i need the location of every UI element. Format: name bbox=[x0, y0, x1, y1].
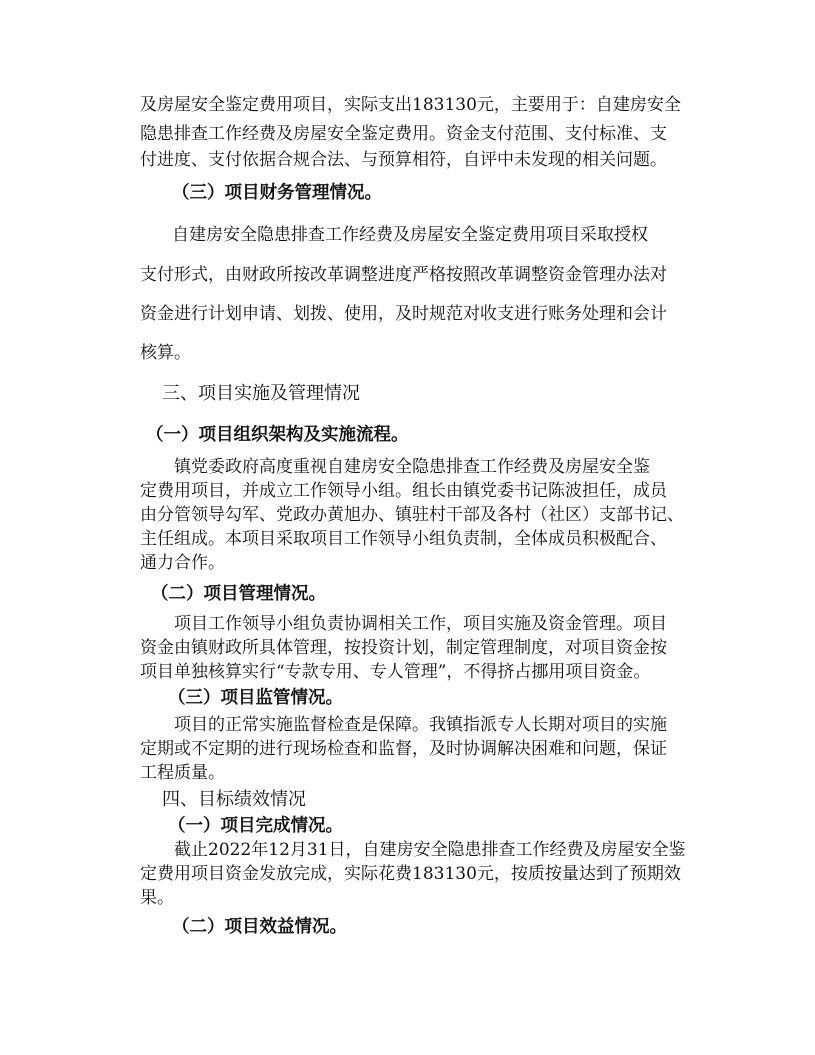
body-text-line: 及房屋安全鉴定费用项目，实际支出183130元，主要用于：自建房安全 bbox=[140, 95, 681, 115]
body-text-line: 定费用项目资金发放完成，实际花费183130元，按质按量达到了预期效 bbox=[140, 864, 681, 884]
body-text-line: 定费用项目，并成立工作领导小组。组长由镇党委书记陈波担任，成员 bbox=[140, 481, 667, 501]
section-heading: （三）项目财务管理情况。 bbox=[172, 183, 382, 203]
chapter-heading: 四、目标绩效情况 bbox=[162, 789, 306, 810]
body-text-line: 隐患排查工作经费及房屋安全鉴定费用。资金支付范围、支付标准、支 bbox=[140, 124, 667, 144]
section-heading: （二）项目效益情况。 bbox=[172, 917, 347, 937]
body-text-line: 主任组成。本项目采取项目工作领导小组负责制，全体成员积极配合、 bbox=[140, 529, 667, 549]
body-text-line: 截止2022年12月31日，自建房安全隐患排查工作经费及房屋安全鉴 bbox=[174, 840, 686, 860]
body-text-line: 自建房安全隐患排查工作经费及房屋安全鉴定费用项目采取授权 bbox=[172, 225, 648, 245]
body-text-line: 资金由镇财政所具体管理，按投资计划，制定管理制度，对项目资金按 bbox=[140, 638, 667, 658]
section-heading: （一）项目完成情况。 bbox=[168, 816, 343, 836]
body-text-line: 支付形式，由财政所按改革调整进度严格按照改革调整资金管理办法对 bbox=[140, 265, 667, 285]
body-text-line: 定期或不定期的进行现场检查和监督，及时协调解决困难和问题，保证 bbox=[140, 739, 667, 759]
body-text-line: 核算。 bbox=[140, 343, 191, 363]
section-heading: （一）项目组织架构及实施流程。 bbox=[146, 425, 409, 445]
body-text-line: 工程质量。 bbox=[140, 763, 225, 783]
body-text-line: 由分管领导勾军、党政办黄旭办、镇驻村干部及各村（社区）支部书记、 bbox=[140, 505, 684, 525]
body-text-line: 项目的正常实施监督检查是保障。我镇指派专人长期对项目的实施 bbox=[174, 715, 667, 735]
body-text-line: 镇党委政府高度重视自建房安全隐患排查工作经费及房屋安全鉴 bbox=[174, 457, 650, 477]
section-heading: （三）项目监管情况。 bbox=[168, 688, 343, 708]
body-text-line: 果。 bbox=[140, 888, 174, 908]
body-text-line: 资金进行计划申请、划拨、使用，及时规范对收支进行账务处理和会计 bbox=[140, 304, 667, 324]
body-text-line: 付进度、支付依据合规合法、与预算相符，自评中未发现的相关问题。 bbox=[140, 150, 667, 170]
section-heading: （二）项目管理情况。 bbox=[151, 584, 326, 604]
body-text-line: 通力合作。 bbox=[140, 553, 225, 573]
body-text-line: 项目单独核算实行“专款专用、专人管理”，不得挤占挪用项目资金。 bbox=[140, 662, 651, 682]
body-text-line: 项目工作领导小组负责协调相关工作，项目实施及资金管理。项目 bbox=[174, 614, 667, 634]
chapter-heading: 三、项目实施及管理情况 bbox=[162, 383, 360, 404]
